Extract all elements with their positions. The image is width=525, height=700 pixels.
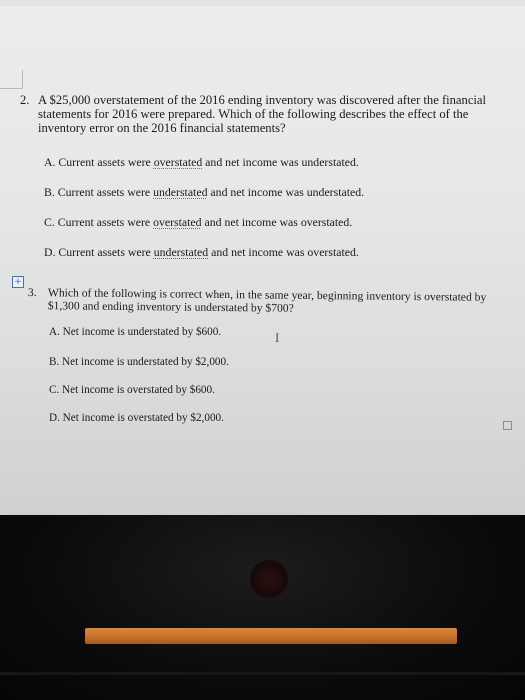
q3-option-d[interactable]: D. Net income is overstated by $2,000.: [49, 412, 224, 424]
text-cursor-icon: I: [275, 330, 280, 345]
q2-option-a-term: overstated: [153, 155, 203, 169]
q2-option-a-prefix: A. Current assets were: [44, 155, 154, 169]
corner-handle-icon[interactable]: [503, 421, 512, 430]
window-top-edge: [0, 0, 525, 6]
q2-option-d[interactable]: [44, 245, 359, 260]
question-3-number: 3.: [27, 286, 37, 300]
add-row-icon[interactable]: +: [12, 276, 24, 288]
q2-option-d-suffix: and net income was overstated.: [208, 245, 359, 259]
q2-option-c-suffix: and net income was overstated.: [201, 215, 353, 229]
q2-option-a-suffix: and net income was understated.: [202, 155, 359, 169]
laptop-logo-icon: [250, 560, 288, 598]
q2-option-c[interactable]: [44, 215, 352, 230]
q2-option-c-prefix: C. Current assets were: [44, 215, 154, 229]
question-3: [27, 286, 508, 316]
q2-option-a[interactable]: [44, 155, 359, 170]
q2-option-b-suffix: and net income was understated.: [207, 185, 365, 199]
question-3-stem[interactable]: Which of the following is correct when, in the same year, beginning inventory is overstated by $1,300 and ending inventory is understated by $700?: [47, 286, 487, 316]
q2-option-b-term: understated: [153, 185, 208, 199]
q2-option-d-term: understated: [153, 245, 209, 259]
question-2-stem[interactable]: A $25,000 overstatement of the 2016 ending inventory was discovered after the financial statements for 2016 were prepared. Which of the following describes the effect of the inventory error on the 2016 financial statements?: [38, 93, 486, 135]
page-corner-mark: [0, 70, 23, 89]
q3-option-b[interactable]: B. Net income is understated by $2,000.: [49, 356, 229, 368]
q2-option-d-prefix: D. Current assets were: [44, 245, 154, 259]
orange-light-strip: [85, 628, 457, 644]
question-2-number: 2.: [20, 93, 30, 107]
q2-option-b[interactable]: [44, 185, 364, 200]
q2-option-c-term: overstated: [153, 215, 202, 229]
q2-option-b-prefix: B. Current assets were: [44, 185, 154, 199]
bottom-edge: [0, 672, 525, 675]
q3-option-a[interactable]: A. Net income is understated by $600.: [49, 326, 222, 338]
q3-option-c[interactable]: C. Net income is overstated by $600.: [49, 384, 215, 396]
